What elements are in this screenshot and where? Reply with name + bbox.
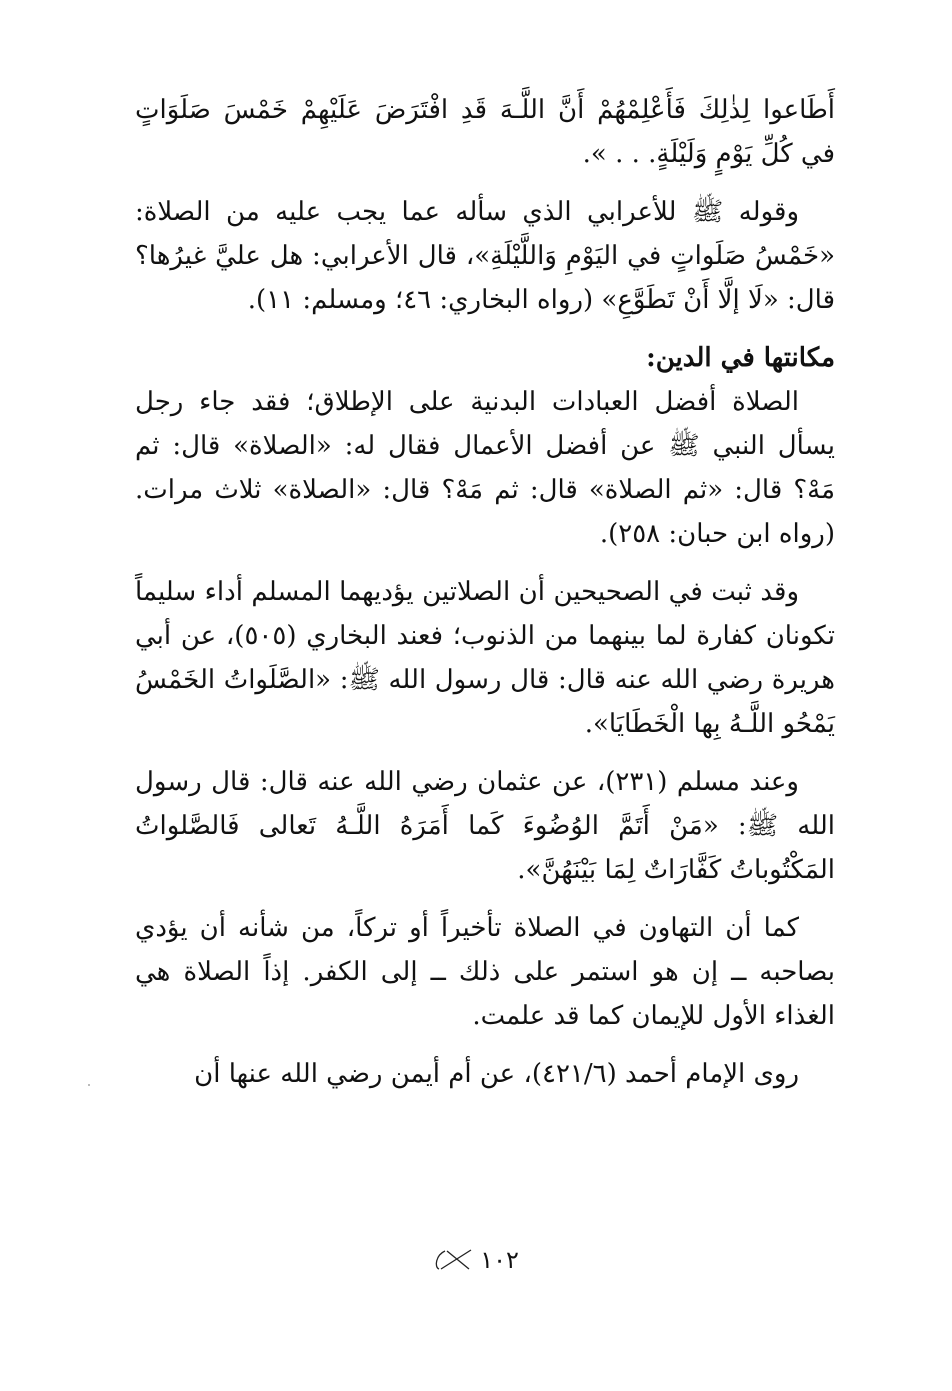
paragraph-continuation: أَطَاعوا لِذٰلِكَ فَأَعْلِمْهُمْ أَنَّ اللَّـهَ قَدِ افْتَرَضَ عَلَيْهِمْ خَمْسَ صَلَوَاتٍ في كُلِّ يَوْمٍ وَلَيْلَةٍ. . . ». bbox=[135, 95, 835, 169]
paragraph-best-deeds: الصلاة أفضل العبادات البدنية على الإطلاق؛ فقد جاء رجل يسأل النبي ﷺ عن أفضل الأعمال فقال له: «الصلاة» قال: ثم مَهْ؟ قال: «ثم الصلاة» قال: ثم مَهْ؟ قال: «الصلاة» ثلاث مرات. (رواه ابن حبان: ٢٥٨). bbox=[135, 387, 835, 549]
page-footer bbox=[0, 1240, 952, 1280]
page-number: ١٠٢ bbox=[480, 1246, 519, 1274]
paragraph-expiation: وقد ثبت في الصحيحين أن الصلاتين يؤديهما المسلم أداء سليماً تكونان كفارة لما بينهما من الذنوب؛ فعند البخاري (٥٠٥)، عن أبي هريرة رضي الله عنه قال: قال رسول الله ﷺ: «الصَّلَواتُ الخَمْسُ يَمْحُو اللَّـهُ بِها الْخَطَايَا». bbox=[135, 577, 835, 739]
paragraph-bedouin-hadith: وقوله ﷺ للأعرابي الذي سأله عما يجب عليه من الصلاة: «خَمْسُ صَلَواتٍ في اليَوْمِ وَاللَّيْلَةِ»، قال الأعرابي: هل عليَّ غيرُها؟ قال: «لَا إلَّا أَنْ تَطَوَّعِ» (رواه البخاري: ٤٦؛ ومسلم: ١١). bbox=[135, 197, 835, 315]
section-heading: مكانتها في الدين: bbox=[646, 343, 835, 373]
paragraph-ahmad-narration: روى الإمام أحمد (٤٢١/٦)، عن أم أيمن رضي الله عنها أن bbox=[194, 1059, 799, 1089]
page-number-ornament-icon bbox=[433, 1247, 473, 1273]
paragraph-muslim-narration: وعند مسلم (٢٣١)، عن عثمان رضي الله عنه قال: قال رسول الله ﷺ: «مَنْ أَتَمَّ الوُضُوءَ كَما أَمَرَهُ اللَّـهُ تَعالى فَالصَّلواتُ المَكْتُوباتُ كَفَّارَاتٌ لِمَا بَيْنَهُنَّ». bbox=[135, 767, 835, 885]
margin-dot bbox=[88, 1084, 90, 1086]
paragraph-negligence: كما أن التهاون في الصلاة تأخيراً أو تركاً، من شأنه أن يؤدي بصاحبه ــ إن هو استمر على ذلك ــ إلى الكفر. إذاً الصلاة هي الغذاء الأول للإيمان كما قد علمت. bbox=[135, 913, 835, 1031]
page-body bbox=[135, 88, 835, 1096]
